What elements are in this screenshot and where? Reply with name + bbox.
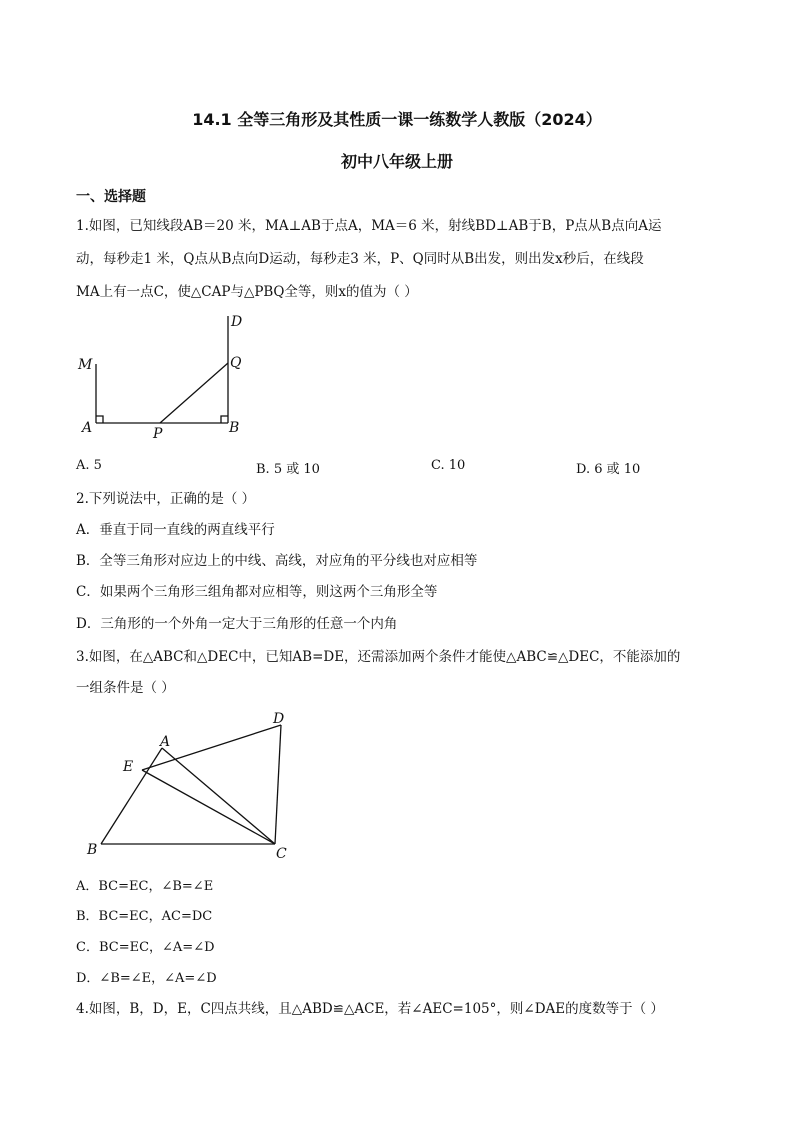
q4-stem: 4.如图，B，D，E，C四点共线，且△ABD≌△ACE，若∠AEC=105°，则∠DAE的度数等于（ ） (76, 1001, 664, 1017)
label-e: E (123, 759, 134, 775)
section-heading: 一、选择题 (76, 189, 146, 205)
q1-option-b: B. 5 或 10 (256, 462, 320, 477)
segment-ac (162, 748, 275, 844)
q2-option-c: C．如果两个三角形三组角都对应相等，则这两个三角形全等 (76, 584, 438, 600)
q1-stem-line-3: MA上有一点C，使△CAP与△PBQ全等，则x的值为（ ） (76, 284, 418, 300)
q2-stem: 2.下列说法中，正确的是（ ） (76, 491, 256, 507)
segment-dc (275, 725, 281, 844)
right-angle-b (221, 416, 228, 423)
label-m: M (78, 357, 93, 373)
q3-option-a: A．BC=EC，∠B=∠E (76, 879, 214, 894)
right-angle-a (96, 416, 103, 423)
q3-option-b: B．BC=EC，AC=DC (76, 909, 213, 924)
q2-option-d: D．三角形的一个外角一定大于三角形的任意一个内角 (76, 616, 398, 632)
segment-pq (160, 363, 228, 423)
document-title: 14.1 全等三角形及其性质一课一练数学人教版（2024） (192, 110, 602, 129)
q3-option-d: D．∠B=∠E，∠A=∠D (76, 971, 217, 986)
q2-option-b: B．全等三角形对应边上的中线、高线，对应角的平分线也对应相等 (76, 553, 478, 569)
q2-option-a: A．垂直于同一直线的两直线平行 (76, 522, 275, 538)
q3-stem-line-2: 一组条件是（ ） (76, 680, 175, 696)
label-d: D (273, 711, 285, 727)
q1-stem-line-2: 动，每秒走1 米，Q点从B点向D运动，每秒走3 米，P、Q同时从B出发，则出发x秒后，在线段 (76, 251, 644, 267)
q1-option-a: A. 5 (76, 458, 102, 473)
segment-ec (142, 770, 275, 844)
q3-figure (84, 706, 304, 866)
label-b: B (229, 420, 240, 436)
label-b: B (87, 842, 98, 858)
document-subtitle: 初中八年级上册 (340, 152, 453, 171)
label-d: D (231, 314, 243, 330)
q3-stem-line-1: 3.如图，在△ABC和△DEC中，已知AB=DE，还需添加两个条件才能使△ABC≌△DEC，不能添加的 (76, 649, 681, 665)
q1-figure (74, 312, 274, 442)
label-p: P (153, 426, 163, 442)
q1-option-c: C. 10 (431, 458, 466, 473)
label-c: C (276, 846, 287, 862)
q3-option-c: C．BC=EC，∠A=∠D (76, 940, 215, 955)
q1-stem-line-1: 1.如图，已知线段AB＝20 米，MA⊥AB于点A，MA＝6 米，射线BD⊥AB于B，P点从B点向A运 (76, 218, 662, 234)
label-q: Q (230, 355, 242, 371)
label-a: A (160, 734, 171, 750)
label-a: A (82, 420, 93, 436)
q1-option-d: D. 6 或 10 (576, 462, 641, 477)
